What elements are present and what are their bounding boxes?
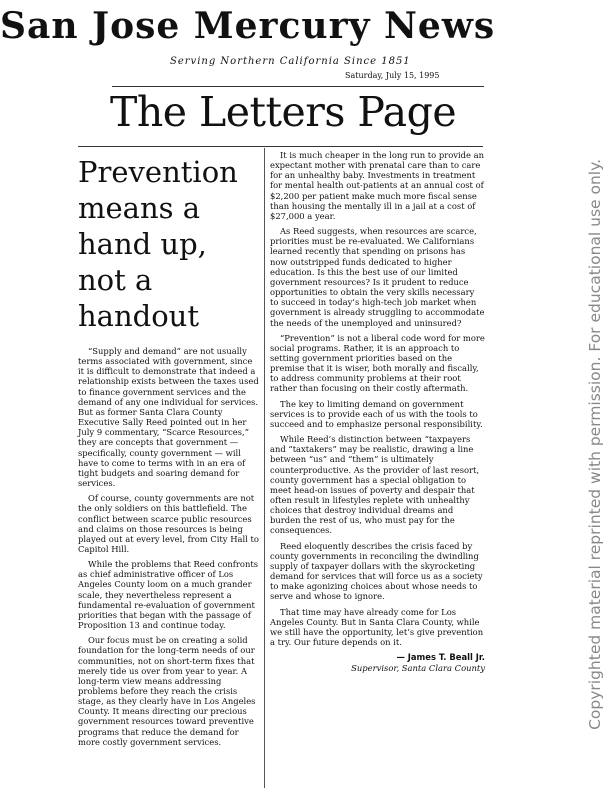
right-column [270,150,485,790]
page-title: The Letters Page [110,88,457,136]
copyright-watermark [585,88,605,800]
letter-paragraph: It is much cheaper in the long run to provide an expectant mother with prenatal care than to care for an unhealthy baby. Investments in treatment for mental health out-patients at an annual cost of $2,200 per patient make much more fiscal sense than housing the mentally ill in a jail at a cost of $27,000 a year. [270,150,485,221]
left-column [78,150,261,747]
letter-paragraph: That time may have already come for Los Angeles County. But in Santa Clara County, while we still have the opportunity, let’s give prevention a try. Our future depends on it. [270,606,484,648]
masthead-tagline: Serving Northern California Since 1851 [170,56,411,67]
author-name: — James T. Beall Jr. [396,652,485,663]
letter-paragraph: Our focus must be on creating a solid foundation for the long-term needs of our communities, not on short-term fixes that merely tide us over from year to year. A long-term view means addressing problems before they reach the crisis stage, as they clearly have in Los Angeles County. It means directing our precious government resources toward preventive programs that reduce the demand for more costly government services. [78,635,256,747]
letter-headline: Prevention means a hand up, not a handout [78,155,238,333]
letter-paragraph: The key to limiting demand on government services is to provide each of us with the tools to succeed and to emphasize personal responsibility. [270,398,483,429]
copyright-watermark-text: Copyrighted material reprinted with permission. For educational use only. [586,158,604,730]
letter-paragraph: While Reed’s distinction between “taxpayers and “taxtakers” may be realistic, drawing a line between “us” and “them” is ultimately counterproductive. As the provider of last resort, county government has a special obligation to meet head-on issues of poverty and despair that often result in lifestyles replete with unhealthy choices that destroy individual dreams and burden the rest of us, who must pay for the consequences. [270,434,480,536]
masthead-rule [112,86,484,87]
column-divider [264,148,265,788]
newspaper-masthead: San Jose Mercury News [0,5,496,47]
letter-paragraph: Reed eloquently describes the crisis faced by county governments in reconciling the dwindling supply of taxpayer dollars with the skyrocketing demand for services that will force us as a society to make agonizing choices about whose needs to serve and whose to ignore. [270,540,483,602]
letter-paragraph: Of course, county governments are not the only soldiers on this battlefield. The conflict between scarce public resources and claims on those resources is being played out at every level, from City Hall to Capitol Hill. [78,493,259,554]
letter-paragraph: “Prevention” is not a liberal code word for more social programs. Rather, it is an approach to setting government priorities based on the premise that it is wiser, both morally and fiscally, to address community problems at their root rather than focusing on their costly aftermath. [270,332,485,394]
author-title: Supervisor, Santa Clara County [351,662,485,673]
letter-paragraph: “Supply and demand” are not usually terms associated with government, since it is difficult to demonstrate that indeed a relationship exists between the taxes used to finance government services and the demand of any one individual for services. But as former Santa Clara County Executive Sally Reed pointed out in her July 9 commentary, “Scarce Resources,” they are concepts that government — specifically, county government — will have to come to terms with in an era of tight budgets and soaring demand for services. [78,346,259,489]
publication-date: Saturday, July 15, 1995 [345,71,440,80]
letter-signoff [270,652,485,673]
left-column-body [78,346,261,747]
letter-paragraph: As Reed suggests, when resources are scarce, priorities must be re-evaluated. We Californians learned recently that spending on prisons has now outstripped funds dedicated to higher education. Is this the best use of our limited government resources? Is it prudent to reduce opportunities to obtain the very skills necessary to succeed in today’s high-tech job market when government is already struggling to accommodate the needs of the unemployed and uninsured? [270,226,485,328]
title-rule [78,146,483,147]
letter-paragraph: While the problems that Reed confronts as chief administrative officer of Los Angeles County loom on a much grander scale, they nevertheless represent a fundamental re-evaluation of government priorities that began with the passage of Proposition 13 and continue today. [78,559,259,631]
